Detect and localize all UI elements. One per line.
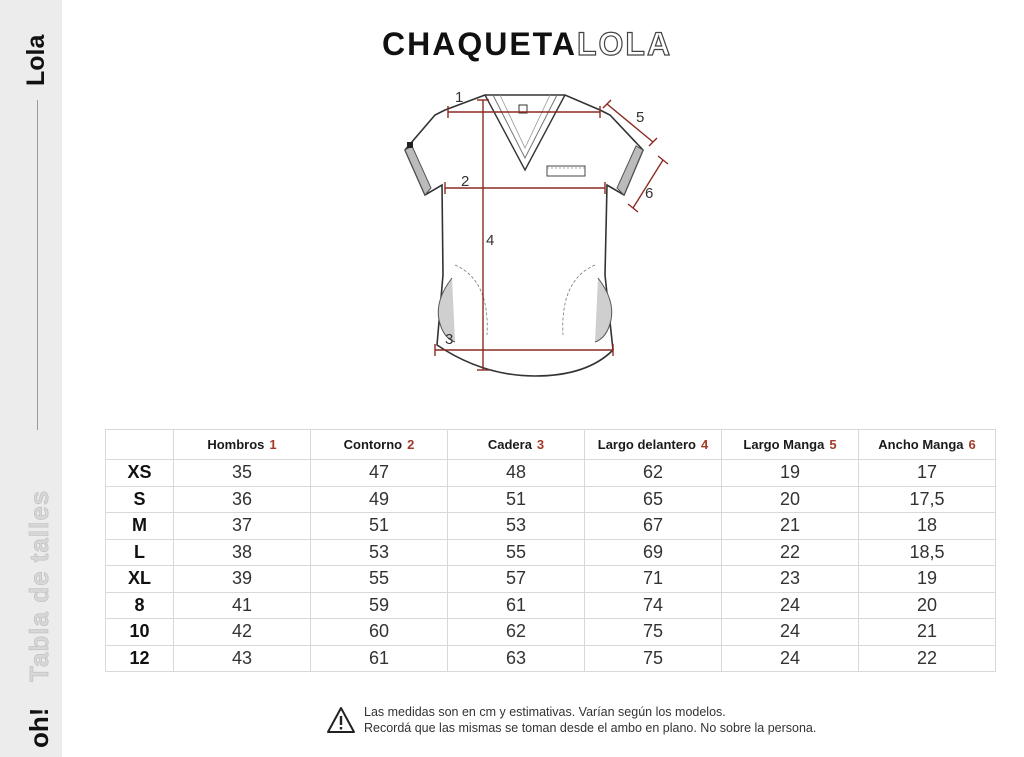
table-cell: 19 bbox=[859, 566, 996, 593]
table-cell: 61 bbox=[311, 645, 448, 672]
table-cell: 22 bbox=[722, 539, 859, 566]
marker-5: 5 bbox=[636, 109, 645, 126]
brand-logo: oh! bbox=[24, 707, 54, 748]
header-largo-manga: Largo Manga 5 bbox=[722, 430, 859, 460]
table-cell: 42 bbox=[174, 619, 311, 646]
size-label: XL bbox=[106, 566, 174, 593]
warning-icon bbox=[326, 706, 356, 734]
table-cell: 21 bbox=[859, 619, 996, 646]
table-cell: 17 bbox=[859, 460, 996, 487]
table-cell: 18,5 bbox=[859, 539, 996, 566]
header-contorno: Contorno 2 bbox=[311, 430, 448, 460]
table-cell: 17,5 bbox=[859, 486, 996, 513]
table-cell: 48 bbox=[448, 460, 585, 487]
table-cell: 55 bbox=[311, 566, 448, 593]
garment-diagram bbox=[395, 80, 685, 380]
table-cell: 38 bbox=[174, 539, 311, 566]
title-model: LOLA bbox=[576, 26, 673, 62]
size-label: 8 bbox=[106, 592, 174, 619]
marker-1: 1 bbox=[455, 89, 464, 106]
note-line-1: Las medidas son en cm y estimativas. Varían según los modelos. bbox=[364, 705, 726, 719]
size-label: L bbox=[106, 539, 174, 566]
table-cell: 21 bbox=[722, 513, 859, 540]
table-row bbox=[106, 460, 996, 487]
table-cell: 35 bbox=[174, 460, 311, 487]
marker-4: 4 bbox=[486, 232, 495, 249]
table-cell: 18 bbox=[859, 513, 996, 540]
table-cell: 71 bbox=[585, 566, 722, 593]
header-cadera: Cadera 3 bbox=[448, 430, 585, 460]
marker-3: 3 bbox=[445, 331, 454, 348]
table-cell: 41 bbox=[174, 592, 311, 619]
table-row bbox=[106, 486, 996, 513]
table-cell: 43 bbox=[174, 645, 311, 672]
table-cell: 75 bbox=[585, 645, 722, 672]
table-cell: 61 bbox=[448, 592, 585, 619]
header-size-corner bbox=[106, 430, 174, 460]
table-cell: 37 bbox=[174, 513, 311, 540]
table-cell: 20 bbox=[722, 486, 859, 513]
table-row bbox=[106, 645, 996, 672]
note-text bbox=[364, 704, 816, 736]
table-cell: 51 bbox=[311, 513, 448, 540]
table-cell: 69 bbox=[585, 539, 722, 566]
table-cell: 53 bbox=[311, 539, 448, 566]
table-cell: 22 bbox=[859, 645, 996, 672]
table-cell: 74 bbox=[585, 592, 722, 619]
header-ancho-manga: Ancho Manga 6 bbox=[859, 430, 996, 460]
table-cell: 75 bbox=[585, 619, 722, 646]
table-cell: 39 bbox=[174, 566, 311, 593]
table-cell: 63 bbox=[448, 645, 585, 672]
sidebar bbox=[0, 0, 62, 757]
table-cell: 62 bbox=[585, 460, 722, 487]
table-cell: 59 bbox=[311, 592, 448, 619]
header-hombros: Hombros 1 bbox=[174, 430, 311, 460]
jacket-outline bbox=[405, 95, 643, 376]
table-row bbox=[106, 566, 996, 593]
table-row bbox=[106, 513, 996, 540]
model-name: Lola bbox=[22, 34, 50, 86]
note-line-2: Recordá que las mismas se toman desde el ambo en plano. No sobre la persona. bbox=[364, 721, 817, 735]
size-label: XS bbox=[106, 460, 174, 487]
table-cell: 65 bbox=[585, 486, 722, 513]
size-label: S bbox=[106, 486, 174, 513]
table-cell: 51 bbox=[448, 486, 585, 513]
title-garment: CHAQUETA bbox=[382, 26, 577, 62]
table-cell: 53 bbox=[448, 513, 585, 540]
table-cell: 60 bbox=[311, 619, 448, 646]
sidebar-divider bbox=[37, 100, 38, 430]
chest-pocket bbox=[547, 166, 585, 176]
table-cell: 20 bbox=[859, 592, 996, 619]
size-label: M bbox=[106, 513, 174, 540]
table-cell: 24 bbox=[722, 619, 859, 646]
table-cell: 24 bbox=[722, 592, 859, 619]
marker-6: 6 bbox=[645, 185, 654, 202]
table-header-row bbox=[106, 430, 996, 460]
table-cell: 62 bbox=[448, 619, 585, 646]
size-label: 12 bbox=[106, 645, 174, 672]
table-cell: 19 bbox=[722, 460, 859, 487]
table-cell: 36 bbox=[174, 486, 311, 513]
page-title bbox=[382, 26, 672, 63]
section-title: Tabla de talles bbox=[24, 489, 54, 682]
header-largo-delantero: Largo delantero 4 bbox=[585, 430, 722, 460]
table-cell: 55 bbox=[448, 539, 585, 566]
table-row bbox=[106, 619, 996, 646]
table-row bbox=[106, 592, 996, 619]
table-cell: 57 bbox=[448, 566, 585, 593]
table-cell: 47 bbox=[311, 460, 448, 487]
size-label: 10 bbox=[106, 619, 174, 646]
table-cell: 49 bbox=[311, 486, 448, 513]
table-cell: 67 bbox=[585, 513, 722, 540]
table-cell: 24 bbox=[722, 645, 859, 672]
marker-2: 2 bbox=[461, 173, 470, 190]
table-cell: 23 bbox=[722, 566, 859, 593]
table-row bbox=[106, 539, 996, 566]
size-table bbox=[105, 429, 996, 672]
